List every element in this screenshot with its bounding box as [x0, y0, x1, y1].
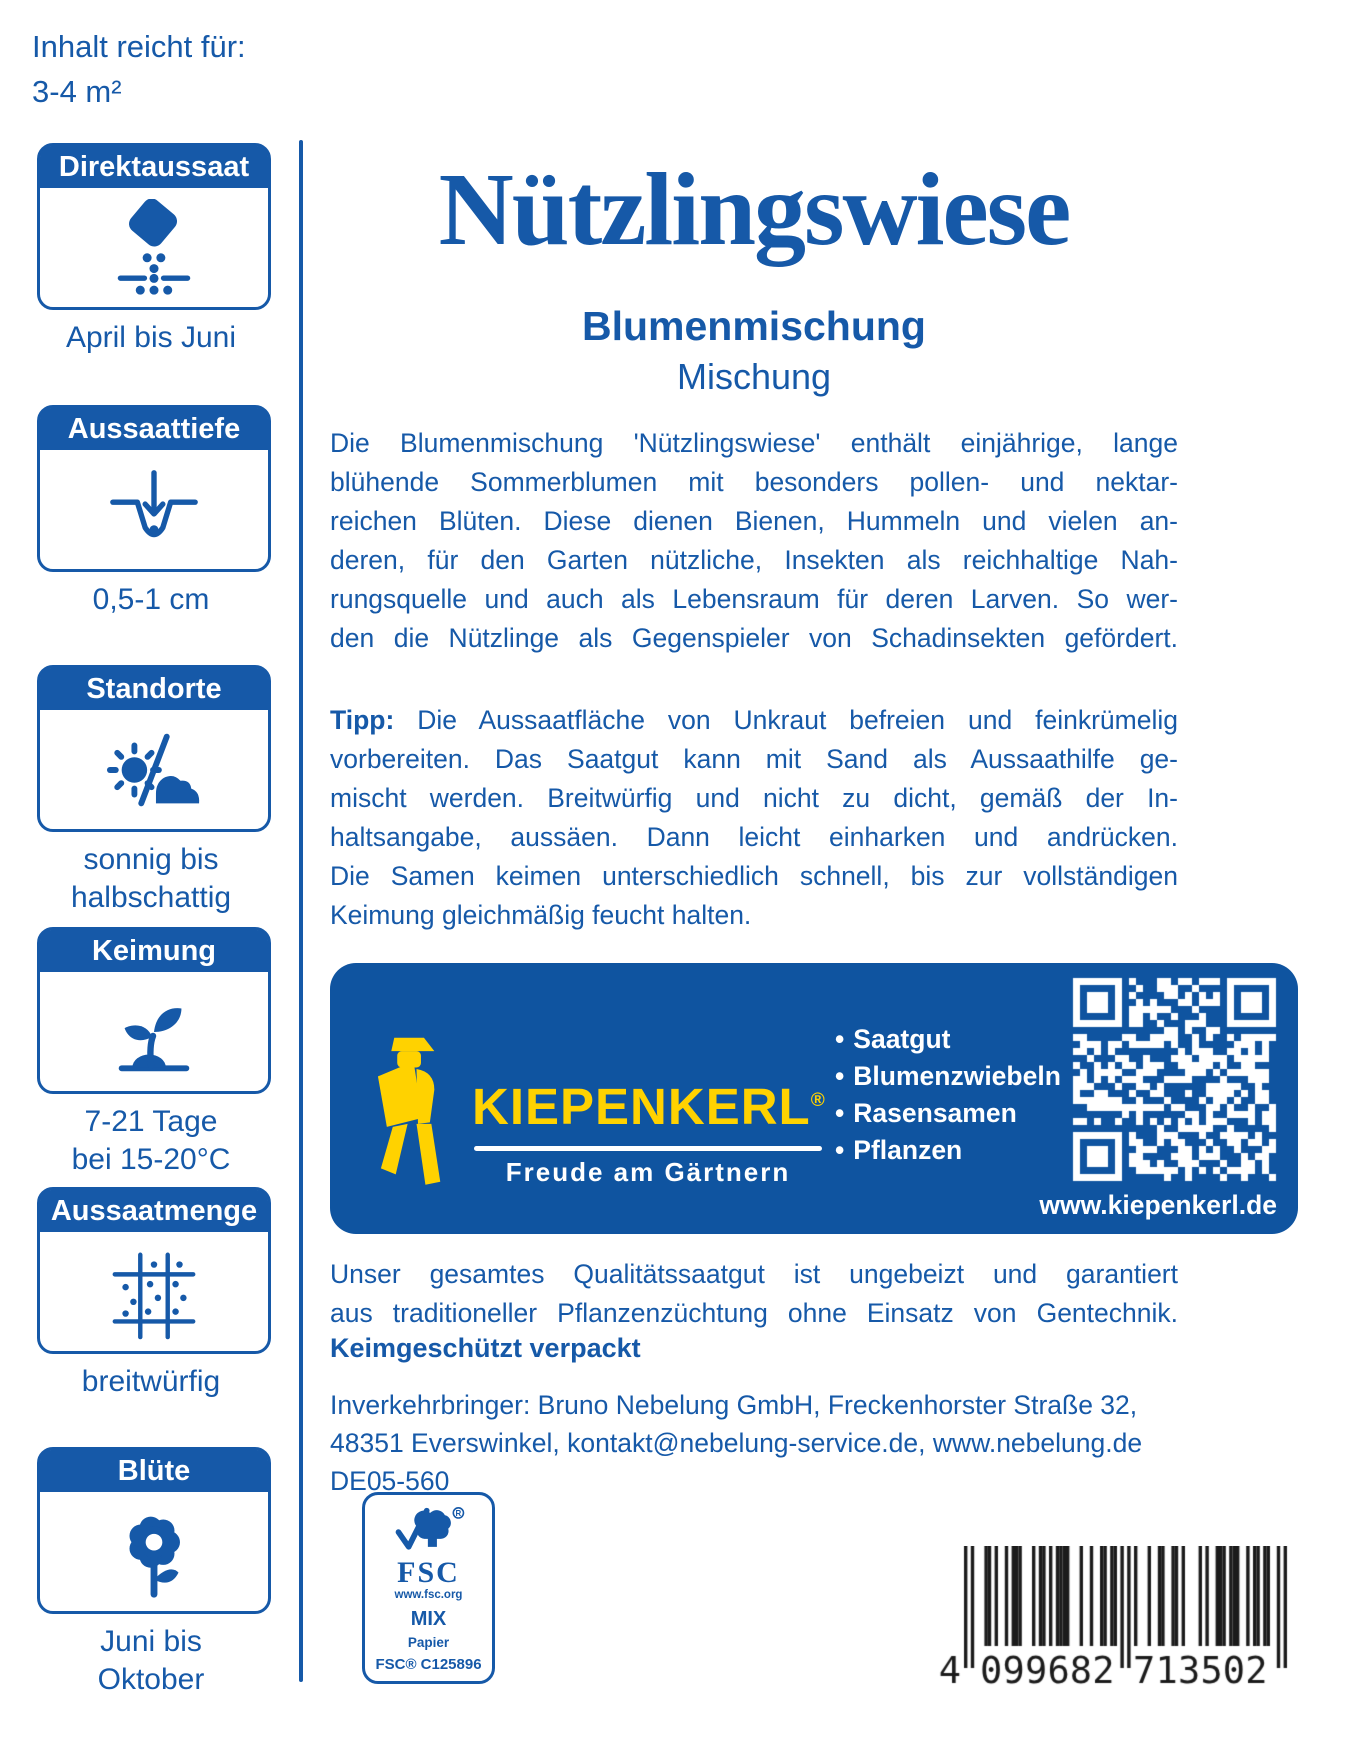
- coverage-label: Inhalt reicht für:: [32, 29, 246, 64]
- list-item: • Blumenzwiebeln: [835, 1061, 1061, 1091]
- fsc-license: FSC® C125896: [375, 1656, 482, 1673]
- fsc-grade: MIX: [410, 1608, 447, 1630]
- info-box-title: Aussaatmenge: [40, 1190, 268, 1232]
- fsc-acronym: FSC: [397, 1556, 460, 1589]
- info-box-keimung: [37, 927, 271, 1094]
- product-list: [835, 1021, 1061, 1169]
- info-box-direktaussaat: [37, 143, 271, 310]
- info-box-title: Standorte: [40, 668, 268, 710]
- bullet-icon: •: [835, 1098, 845, 1128]
- coverage-value: 3-4 m²: [32, 74, 122, 109]
- product-variety: Mischung: [676, 356, 832, 397]
- product-title: Nützlingswiese: [438, 152, 1070, 267]
- flower-bloom-icon: [105, 1503, 203, 1601]
- distributor-info: Inverkehrbringer: Bruno Nebelung GmbH, Freckenhorster Straße 32, 48351 Everswinkel, kontakt@nebelung-service.de, www.nebelung.de DE05-560: [330, 1390, 1143, 1496]
- qr-code: [1072, 977, 1277, 1182]
- quality-statement: Unser gesamtes Qualitätssaatgut ist ungebeizt und garantiert aus traditioneller Pflanzenzüchtung ohne Einsatz von Gentechnik.: [330, 1259, 1178, 1328]
- list-item: • Saatgut: [835, 1024, 951, 1054]
- info-box-title: Blüte: [40, 1450, 268, 1492]
- info-box-standorte: [37, 665, 271, 832]
- info-box-caption: Juni bis Oktober: [97, 1625, 205, 1696]
- bullet-icon: •: [835, 1024, 845, 1054]
- info-box-caption: 0,5-1 cm: [92, 583, 210, 616]
- info-box-caption: April bis Juni: [65, 321, 237, 354]
- brand-name: KIEPENKERL: [472, 1078, 811, 1135]
- info-box-title: Aussaattiefe: [40, 408, 268, 450]
- fsc-certification-label: [362, 1492, 495, 1684]
- info-box-aussaatmenge: [37, 1187, 271, 1354]
- description-paragraph: Die Blumenmischung 'Nützlingswiese' enthält einjährige, lange blühende Sommerblumen mit besonders pollen- und nektar- reichen Blüten. Diese dienen Bienen, Hummeln und vielen an- deren, für den Garten nützliche, Insekten als reichhaltige Nah- rungsquelle und auch als Lebensraum für deren Larven. So wer- den die Nützlinge als Gegenspieler von Schadinsekten gefördert.: [330, 428, 1178, 653]
- website-url: www.kiepenkerl.de: [1039, 1190, 1277, 1220]
- info-box-caption: sonnig bis halbschattig: [70, 843, 232, 914]
- list-item: • Rasensamen: [835, 1098, 1017, 1128]
- germination-seedling-icon: [105, 983, 203, 1081]
- registered-mark: ®: [810, 1090, 826, 1111]
- product-category: Blumenmischung: [582, 303, 926, 349]
- brand-slogan: Freude am Gärtnern: [505, 1157, 791, 1187]
- info-box-caption: breitwürfig: [81, 1365, 221, 1398]
- brand-underline: [474, 1146, 822, 1151]
- sun-half-shade-icon: [105, 721, 203, 819]
- fsc-tree-icon: [391, 1505, 467, 1557]
- coverage-note: [32, 24, 246, 114]
- fsc-material: Papier: [407, 1635, 450, 1650]
- kiepenkerl-banner: [330, 963, 1298, 1234]
- tip-label: Tipp:: [330, 705, 395, 735]
- barcode: [936, 1546, 1298, 1688]
- list-item: • Pflanzen: [835, 1135, 963, 1165]
- bullet-icon: •: [835, 1061, 845, 1091]
- info-box-bluete: [37, 1447, 271, 1614]
- info-box-title: Keimung: [40, 930, 268, 972]
- svg-text:R: R: [455, 1508, 461, 1518]
- sowing-depth-icon: [105, 461, 203, 559]
- broadcast-sowing-grid-icon: [105, 1243, 203, 1341]
- info-box-title: Direktaussaat: [40, 146, 268, 188]
- brand-logo: [472, 1077, 826, 1136]
- kiepenkerl-figure-icon: [372, 1025, 464, 1199]
- tip-paragraph: Tipp: Die Aussaatfläche von Unkraut befreien und feinkrümelig vorbereiten. Das Saatgut kann mit Sand als Aussaathilfe ge- mischt werden. Breitwürfig und nicht zu dicht, gemäß der In- haltsangabe, aussäen. Dann leicht einharken und andrücken. Die Samen keimen unterschiedlich schnell, bis zur vollständigen Keimung gleichmäßig feucht halten.: [330, 705, 1178, 930]
- fsc-url: www.fsc.org: [394, 1589, 463, 1601]
- info-box-caption: 7-21 Tage bei 15-20°C: [71, 1105, 231, 1176]
- seed-sowing-icon: [105, 199, 203, 297]
- packaging-note: Keimgeschützt verpackt: [330, 1333, 641, 1363]
- info-box-aussaattiefe: [37, 405, 271, 572]
- bullet-icon: •: [835, 1135, 845, 1165]
